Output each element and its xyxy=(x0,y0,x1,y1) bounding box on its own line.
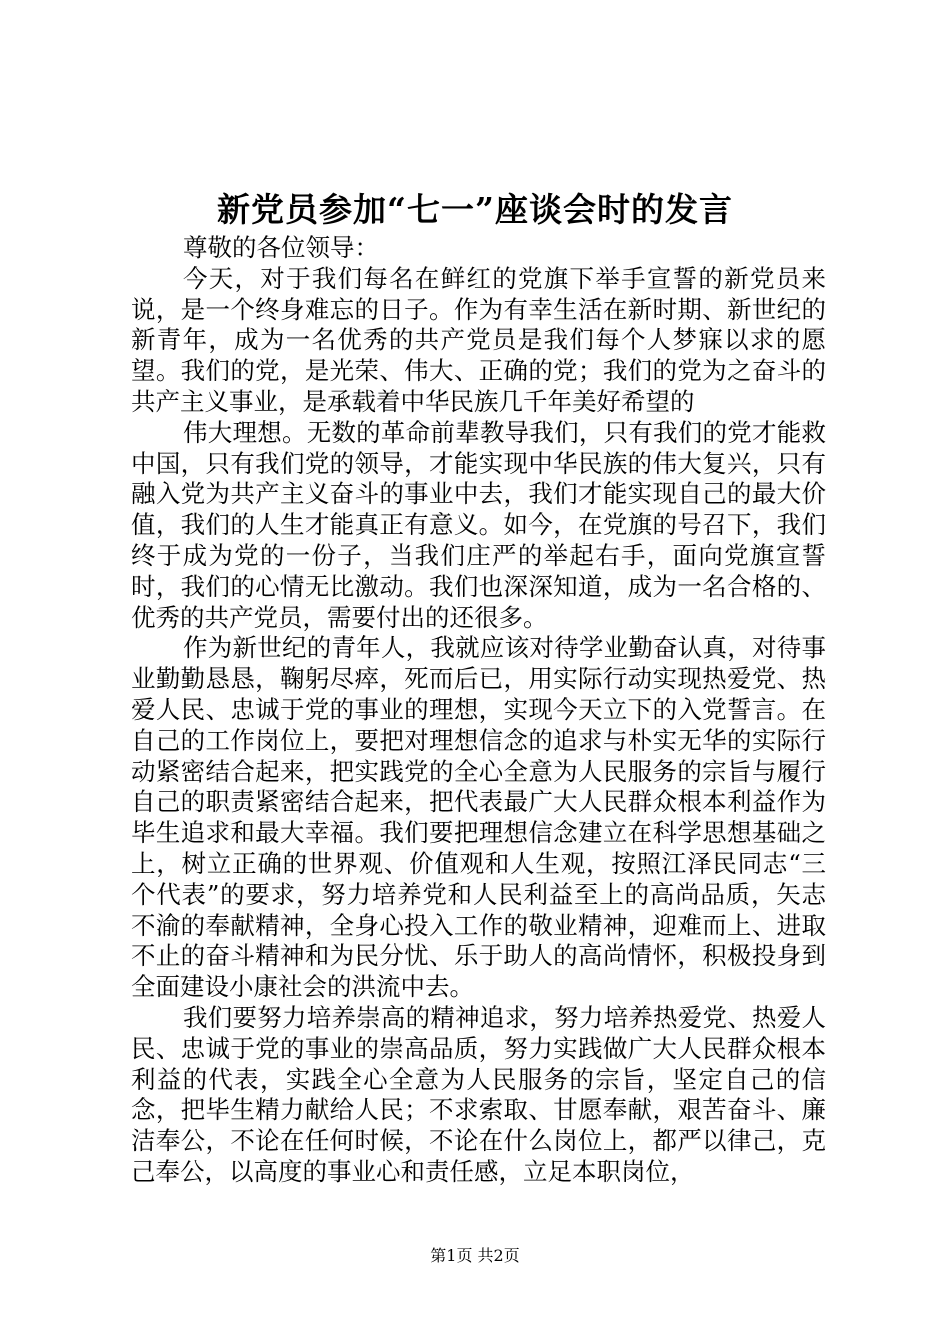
document-title: 新党员参加“七一”座谈会时的发言 xyxy=(217,190,733,229)
document-body xyxy=(131,233,826,1188)
paragraph-1: 今天，对于我们每名在鲜红的党旗下举手宣誓的新党员来说，是一个终身难忘的日子。作为有幸生活在新时期、新世纪的新青年，成为一名优秀的共产党员是我们每个人梦寐以求的愿望。我们的党，是光荣、伟大、正确的党；我们的党为之奋斗的共产主义事业，是承载着中华民族几千年美好希望的 xyxy=(131,263,826,416)
paragraph-4: 我们要努力培养崇高的精神追求，努力培养热爱党、热爱人民、忠诚于党的事业的崇高品质，努力实践做广大人民群众根本利益的代表，实践全心全意为人民服务的宗旨，坚定自己的信念，把毕生精力献给人民；不求索取、甘愿奉献，艰苦奋斗、廉洁奉公，不论在任何时候，不论在什么岗位上，都严以律己，克己奉公，以高度的事业心和责任感，立足本职岗位， xyxy=(131,1002,826,1186)
page-footer: 第1页 共2页 xyxy=(430,1246,520,1265)
paragraph-2: 伟大理想。无数的革命前辈教导我们，只有我们的党才能救中国，只有我们党的领导，才能实现中华民族的伟大复兴，只有融入党为共产主义奋斗的事业中去，我们才能实现自己的最大价值，我们的人生才能真正有意义。如今，在党旗的号召下，我们终于成为党的一份子，当我们庄严的举起右手，面向党旗宣誓时，我们的心情无比激动。我们也深深知道，成为一名合格的、优秀的共产党员，需要付出的还很多。 xyxy=(131,417,826,632)
salutation: 尊敬的各位领导： xyxy=(183,233,379,262)
paragraph-3: 作为新世纪的青年人，我就应该对待学业勤奋认真，对待事业勤勤恳恳，鞠躬尽瘁，死而后已，用实际行动实现热爱党、热爱人民、忠诚于党的事业的理想，实现今天立下的入党誓言。在自己的工作岗位上，要把对理想信念的追求与朴实无华的实际行动紧密结合起来，把实践党的全心全意为人民服务的宗旨与履行自己的职责紧密结合起来，把代表最广大人民群众根本利益作为毕生追求和最大幸福。我们要把理想信念建立在科学思想基础之上，树立正确的世界观、价值观和人生观，按照江泽民同志“三个代表”的要求，努力培养党和人民利益至上的高尚品质，矢志不渝的奉献精神，全身心投入工作的敬业精神，迎难而上、进取不止的奋斗精神和为民分忧、乐于助人的高尚情怀，积极投身到全面建设小康社会的洪流中去。 xyxy=(131,633,826,1002)
